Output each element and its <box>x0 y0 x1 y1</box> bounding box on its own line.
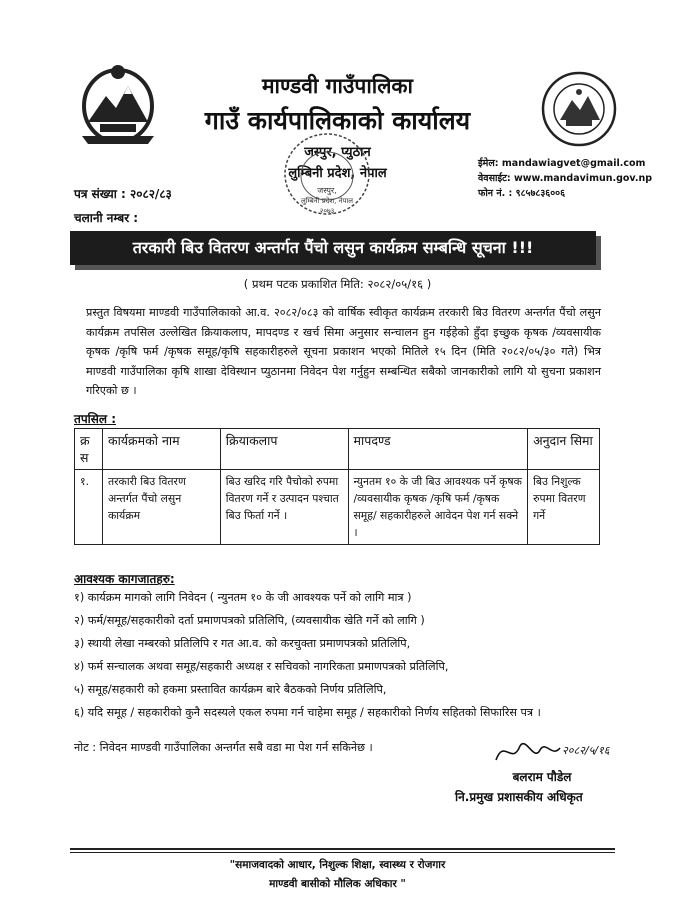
program-table <box>74 428 600 545</box>
stamp-text-2: लुम्बिनी प्रदेश, नेपाल <box>300 197 354 205</box>
header-program: कार्यक्रमको नाम <box>102 429 220 470</box>
footer-divider-thin <box>70 852 615 853</box>
address-line-1: जस्पुर, प्युठान <box>304 145 371 160</box>
org-name: माण्डवी गाउँपालिका <box>261 74 413 98</box>
signature-icon <box>490 732 620 772</box>
office-stamp-icon <box>268 118 386 226</box>
document-item: ५) समूह/सहकारी को हकमा प्रस्तावित कार्यक्रम बारे बैठकको निर्णय प्रतिलिपि, <box>74 683 387 696</box>
notice-title: तरकारी बिउ वितरण अन्तर्गत पैंचो लसुन कार्यक्रम सम्बन्धि सूचना !!! <box>70 231 596 265</box>
header-criteria: मापदण्ड <box>348 429 528 470</box>
document-item: २) फर्म/समूह/सहकारीको दर्ता प्रमाणपत्रको प्रतिलिपि, (व्यवसायीक खेति गर्ने को लागि ) <box>74 614 425 627</box>
document-item: ४) फर्म सन्चालक अथवा समूह/सहकारी अध्यक्ष र सचिवको नागरिकता प्रमाणपत्रको प्रतिलिपि, <box>74 660 449 673</box>
cell-program: तरकारी बिउ वितरण अन्तर्गत पैंचो लसुन कार्यक्रम <box>102 470 220 545</box>
document-item: १) कार्यक्रम मागको लागि निवेदन ( न्युनतम १० के जी आवश्यक पर्ने को लागि मात्र ) <box>74 591 412 604</box>
table-header-row <box>75 429 600 470</box>
header-subsidy: अनुदान सिमा <box>528 429 600 470</box>
stamp-text-1: जस्पुर, <box>317 186 337 195</box>
header-activity: क्रियाकलाप <box>220 429 348 470</box>
cell-criteria: न्युनतम १० के जी बिउ आवश्यक पर्ने कृषक /व्यवसायीक कृषक /कृषि फर्म /कृषक समूह/ सहकारीहरुले आवेदन पेश गर्न सक्ने । <box>348 470 528 545</box>
notice-body: प्रस्तुत विषयमा माण्डवी गाउँपालिकाको आ.व. २०८२/०८३ को वार्षिक स्वीकृत कार्यक्रम तरकारी बिउ वितरण अन्तर्गत पैंचो लसुन कार्यक्रम तपसिल उल्लेखित क्रियाकलाप, मापदण्ड र खर्च सिमा अनुसार सन्चालन हुन गईहेको हुँदा इच्छुक कृषक /व्यवसायीक कृषक /कृषि फर्म /कृषक समूह/कृषि सहकारीहरुले सूचना प्रकाशन भएको मितिले १५ दिन (मिति २०८२/०५/३० गते) भित्र माण्डवी गाउँपालिका कृषि शाखा देविस्थान प्युठानमा निवेदन पेश गर्नुहुन सम्बन्धित सबैको जानकारीको लागि यो सुचना प्रकाशन गरिएको छ । <box>86 306 601 397</box>
email-text: ईमेल: mandawiagvet@gmail.com <box>478 158 646 169</box>
stamp-text-3: २०७३ <box>319 207 335 215</box>
note-text: नोट : निवेदन माण्डवी गाउँपालिका अन्तर्गत सबै वडा मा पेश गर्न सकिनेछ । <box>74 741 373 754</box>
header-sn: क्र स <box>75 429 103 470</box>
dispatch-number: चलानी नम्बर : <box>74 211 139 225</box>
website-text: वेवसाईट: www.mandavimun.gov.np <box>478 173 653 184</box>
table-row <box>75 470 600 545</box>
signature-date: २०८२/५/१६ <box>562 744 610 757</box>
signatory-name: बलराम पौडेल <box>512 770 572 784</box>
cell-sn: १. <box>75 470 103 545</box>
signatory-title: नि.प्रमुख प्रशासकीय अधिकृत <box>455 790 583 804</box>
documents-title: आवश्यक कागजातहरु: <box>74 572 175 586</box>
footer-slogan-line-1: "समाजवादको आधार, निशुल्क शिक्षा, स्वास्थ्य र रोजगार <box>229 859 446 871</box>
footer-slogan-line-2: माण्डवी बासीको मौलिक अधिकार " <box>269 878 406 890</box>
document-item: ३) स्थायी लेखा नम्बरको प्रतिलिपि र गत आ.व. को करचुक्ता प्रमाणपत्रको प्रतिलिपि, <box>74 637 411 650</box>
footer-divider <box>70 848 615 850</box>
details-label: तपसिल : <box>74 412 116 426</box>
reference-number: पत्र संख्या : २०८२/८३ <box>74 187 172 201</box>
cell-subsidy: बिउ निशुल्क रुपमा वितरण गर्ने <box>528 470 600 545</box>
document-item: ६) यदि समूह / सहकारीको कुनै सदस्यले एकल रुपमा गर्न चाहेमा समूह / सहकारीको निर्णय सहितको सिफारिस पत्र । <box>74 706 541 719</box>
cell-activity: बिउ खरिद गरि पैचोको रुपमा वितरण गर्ने र उत्पादन पश्चात बिउ फिर्ता गर्ने । <box>220 470 348 545</box>
address-line-2: लुम्बिनी प्रदेश, नेपाल <box>288 166 387 181</box>
published-date: ( प्रथम पटक प्रकाशित मिति: २०८२/०५/१६ ) <box>243 277 432 291</box>
office-name: गाउँ कार्यपालिकाको कार्यालय <box>204 106 471 135</box>
phone-text: फोन नं. : ९८५७८३६००६ <box>478 188 566 199</box>
